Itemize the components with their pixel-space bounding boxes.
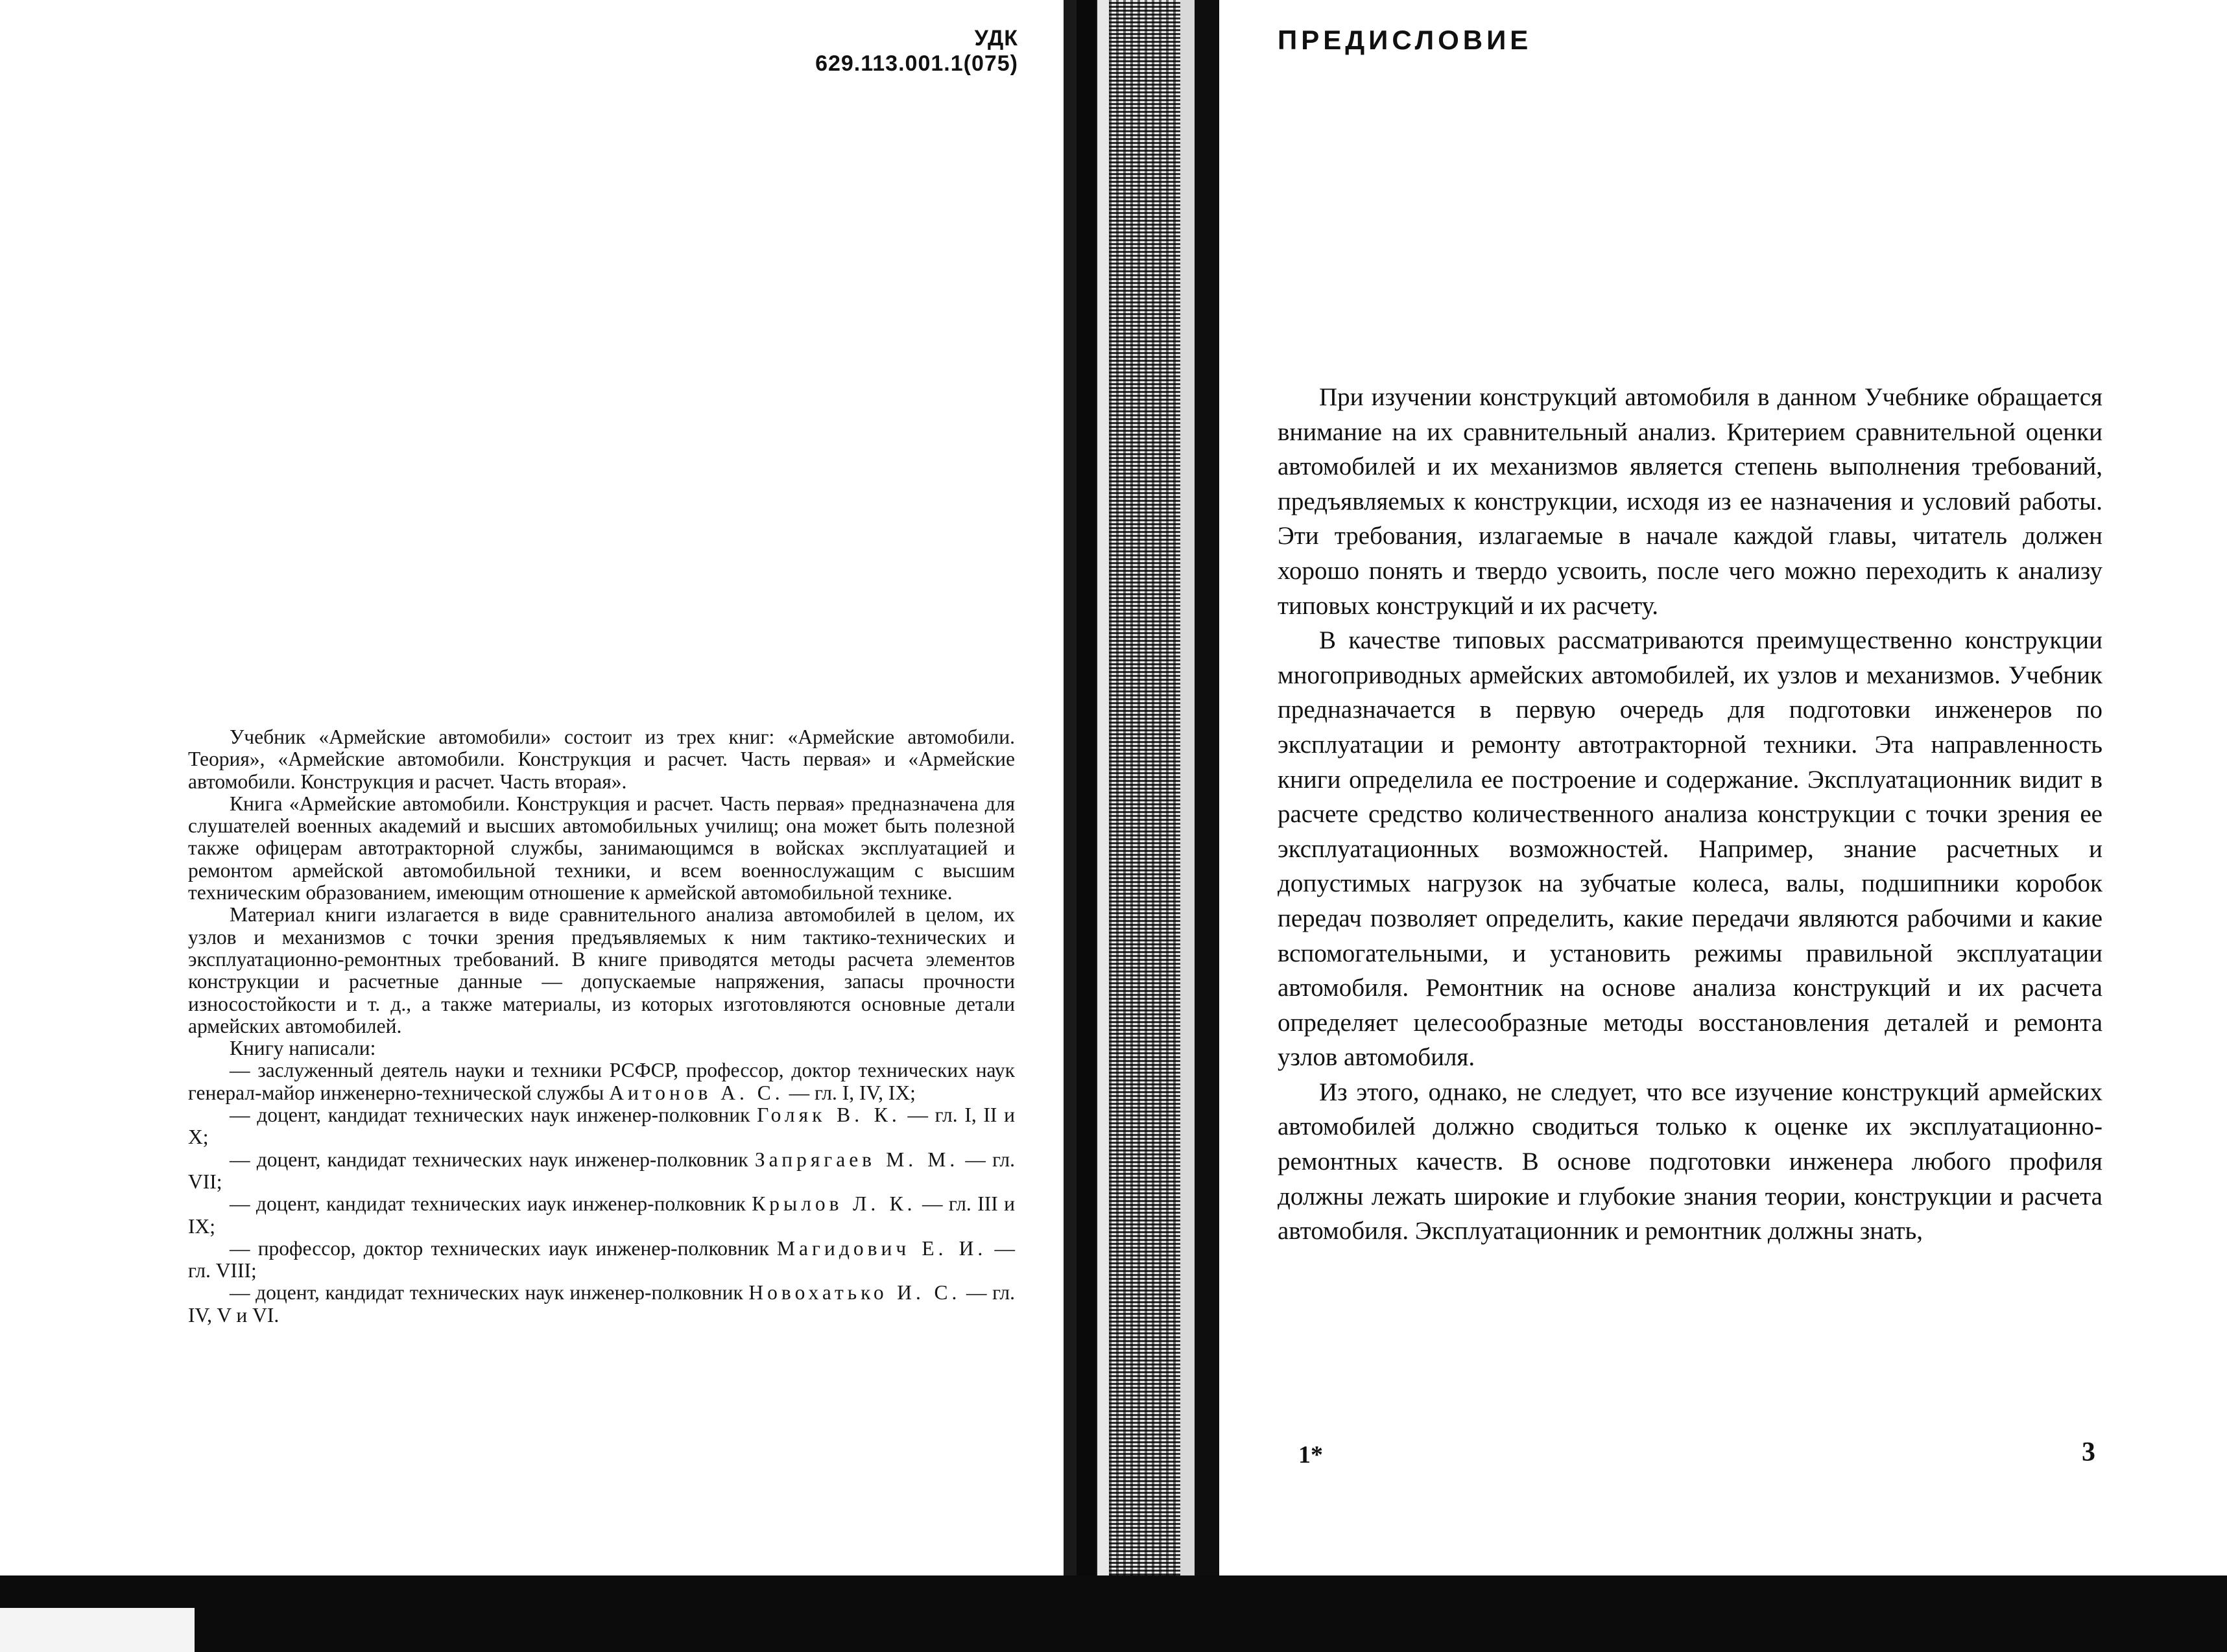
author-credentials: — профессор, доктор технических иаук инженер-полковник: [230, 1236, 778, 1260]
author-chapters: — гл. I, II и X;: [188, 1103, 1016, 1149]
annotation-paragraph: Материал книги излагается в виде сравнительного анализа автомобилей в целом, их узлов и механизмов с точки зрения предъявляемых к ним тактико-технических и эксплуатационно-ремонтных требований. В книге приводятся методы расчета элементов конструкции и расчетные данные — допускаемые напряжения, запасы прочности износостойкости и т. д., а также материалы, из которых изготовляются основные детали армейских автомобилей.: [188, 903, 1015, 1037]
preface-title: ПРЕДИСЛОВИЕ: [1278, 25, 1532, 55]
author-chapters: — гл. VII;: [188, 1148, 1015, 1193]
author-name: Новохатько И. С.: [748, 1281, 961, 1304]
authors-intro: Книгу написали:: [230, 1037, 376, 1060]
author-entry: [188, 1282, 1015, 1327]
signature-mark: 1*: [1298, 1441, 1323, 1469]
author-chapters: — гл. I, IV, IX;: [783, 1081, 916, 1104]
scan-corner-patch: [0, 1608, 195, 1652]
preface-paragraph: При изучении конструкций автомобиля в данном Учебнике обращается внимание на их сравнительный анализ. Критерием сравнительной оценки автомобилей и их механизмов является степень выполнения требований, предъявляемых к конструкции, исходя из ее назначения и условий работы. Эти требования, излагаемые в начале каждой главы, читатель должен хорошо понять и твердо усвоить, после чего можно переходить к анализу типовых конструкций и их расчету.: [1278, 383, 2102, 620]
author-entry: [188, 1238, 1015, 1282]
udc-code: УДК 629.113.001.1(075): [815, 26, 1018, 76]
author-name: Запрягаев М. М.: [754, 1148, 959, 1171]
author-name: Аитонов А. С.: [609, 1081, 784, 1104]
annotation-paragraph: Учебник «Армейские автомобили» состоит из трех книг: «Армейские автомобили. Теория», «Армейские автомобили. Конструкция и расчет. Часть первая» и «Армейские автомобили. Конструкция и расчет. Часть вторая».: [188, 726, 1015, 793]
annotation-paragraph: Книга «Армейские автомобили. Конструкция и расчет. Часть первая» предназначена для слушателей военных академий и высших автомобильных училищ; она может быть полезной также офицерам автотракторной службы, занимающимся в войсках эксплуатацией и ремонтом армейской автомобильной техники, и всем военнослужащим с высшим техническим образованием, имеющим отношение к армейской автомобильной технике.: [188, 792, 1015, 904]
author-name: Голяк В. К.: [757, 1103, 901, 1127]
preface-paragraph: Из этого, однако, не следует, что все изучение конструкций армейских автомобилей должно сводиться только к оценке их эксплуатационно-ремонтных качеств. В основе подготовки инженера любого профиля должны лежать широкие и глубокие знания теории, конструкции и расчета автомобиля. Эксплуатационник и ремонтник должны знать,: [1278, 1078, 2102, 1245]
author-entry: [188, 1104, 1015, 1149]
author-credentials: — доцент, кандидат технических наук инженер-полковник: [230, 1148, 755, 1171]
author-credentials: — доцент, кандидат технических наук инженер-полковник: [230, 1103, 757, 1127]
author-credentials: — доцент, кандидат технических наук инженер-полковник: [230, 1281, 749, 1304]
author-entry: [188, 1059, 1015, 1104]
page-number: 3: [2082, 1437, 2095, 1467]
author-credentials: — заслуженный деятель науки и техники РСФСР, профессор, доктор технических наук генерал-майор инженерно-технической службы: [188, 1059, 1015, 1104]
author-chapters: — гл. IV, V и VI.: [188, 1281, 1015, 1327]
book-annotation: [188, 726, 1015, 1327]
preface-paragraph: В качестве типовых рассматриваются преимущественно конструкции многоприводных армейских автомобилей, их узлов и механизмов. Учебник предназначается в первую очередь для подготовки инженеров по эксплуатации и ремонту автотракторной техники. Эта направленность книги определила ее построение и содержание. Эксплуатационник видит в расчете средство количественного анализа конструкции с точки зрения ее эксплуатационных возможностей. Например, знание расчетных и допустимых нагрузок на зубчатые колеса, валы, подшипники коробок передач позволяет определить, какие передачи являются рабочими и какие вспомогательными, и установить режимы правильной эксплуатации автомобиля. Ремонтник на основе анализа конструкций и их расчета определяет целесообразные методы восстановления деталей и ремонта узлов автомобиля.: [1278, 626, 2102, 1072]
preface-body: [1278, 380, 2102, 1249]
author-entry: [188, 1149, 1015, 1194]
book-spine: [1064, 0, 1219, 1582]
author-chapters: — гл. III и IX;: [188, 1192, 1015, 1238]
author-entry: [188, 1193, 1015, 1238]
author-name: Крылов Л. К.: [752, 1192, 916, 1216]
scan-bottom-edge: [0, 1575, 2227, 1652]
author-credentials: — доцент, кандидат технических иаук инженер-полковник: [230, 1192, 752, 1216]
author-name: Магидович Е. И.: [777, 1236, 987, 1260]
author-chapters: — гл. VIII;: [188, 1236, 1016, 1282]
